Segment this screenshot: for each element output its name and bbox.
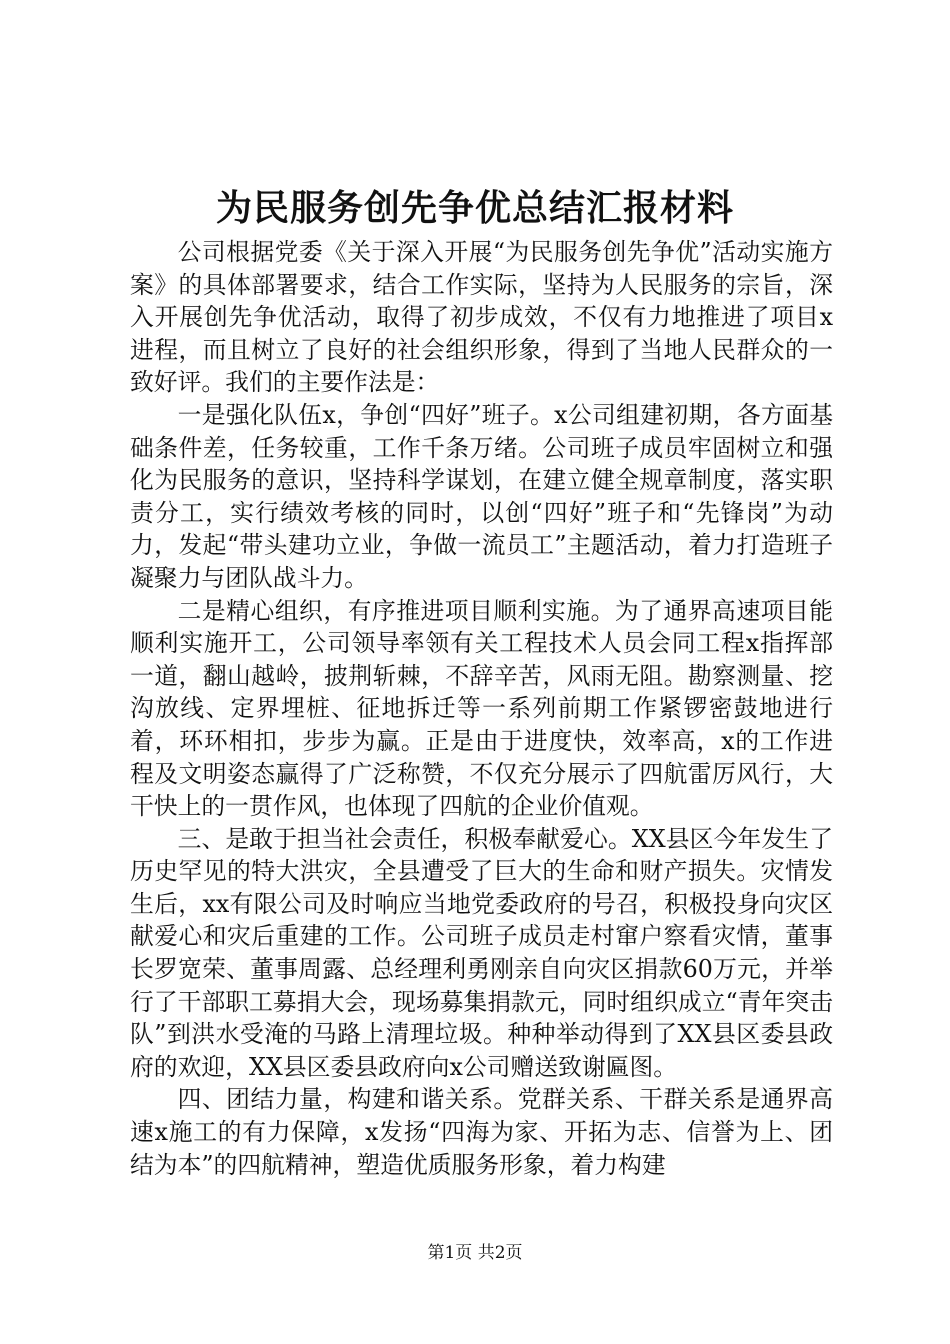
paragraph-team-building: 一是强化队伍x，争创“四好”班子。x公司组建初期，各方面基础条件差，任务较重，工作千条万绪。公司班子成员牢固树立和强化为民服务的意识，坚持科学谋划，在建立健全规章制度，落实职责分工，实行绩效考核的同时，以创“四好”班子和“先锋岗”为动力，发起“带头建功立业，争做一流员工”主题活动，着力打造班子凝聚力与团队战斗力。	[130, 400, 833, 592]
document-title: 为民服务创先争优总结汇报材料	[215, 187, 734, 229]
page-footer: 第1页 共2页	[427, 1243, 523, 1263]
paragraph-intro: 公司根据党委《关于深入开展“为民服务创先争优”活动实施方案》的具体部署要求，结合工作实际，坚持为人民服务的宗旨，深入开展创先争优活动，取得了初步成效，不仅有力地推进了项目x进程，而且树立了良好的社会组织形象，得到了当地人民群众的一致好评。我们的主要作法是：	[130, 238, 833, 397]
paragraph-social-responsibility: 三、是敢于担当社会责任，积极奉献爱心。XX县区今年发生了历史罕见的特大洪灾，全县遭受了巨大的生命和财产损失。灾情发生后，xx有限公司及时响应当地党委政府的号召，积极投身向灾区献爱心和灾后重建的工作。公司班子成员走村窜户察看灾情，董事长罗宽荣、董事周露、总经理利勇刚亲自向灾区捐款60万元，并举行了干部职工募捐大会，现场募集捐款元，同时组织成立“青年突击队”到洪水受淹的马路上清理垃圾。种种举动得到了XX县区委县政府的欢迎，XX县区委县政府向x公司赠送致谢匾图。	[130, 824, 833, 1081]
paragraph-project-progress: 二是精心组织，有序推进项目顺利实施。为了通界高速项目能顺利实施开工，公司领导率领有关工程技术人员会同工程x指挥部一道，翻山越岭，披荆斩棘，不辞辛苦，风雨无阻。勘察测量、挖沟放线、定界埋桩、征地拆迁等一系列前期工作紧锣密鼓地进行着，环环相扣，步步为赢。正是由于进度快，效率高，x的工作进程及文明姿态赢得了广泛称赞，不仅充分展示了四航雷厉风行，大干快上的一贯作风，也体现了四航的企业价值观。	[130, 596, 833, 821]
paragraph-harmony: 四、团结力量，构建和谐关系。党群关系、干群关系是通界高速x施工的有力保障，x发扬“四海为家、开拓为志、信誉为上、团结为本”的四航精神，塑造优质服务形象，着力构建	[130, 1085, 833, 1179]
document-body	[130, 236, 833, 1181]
